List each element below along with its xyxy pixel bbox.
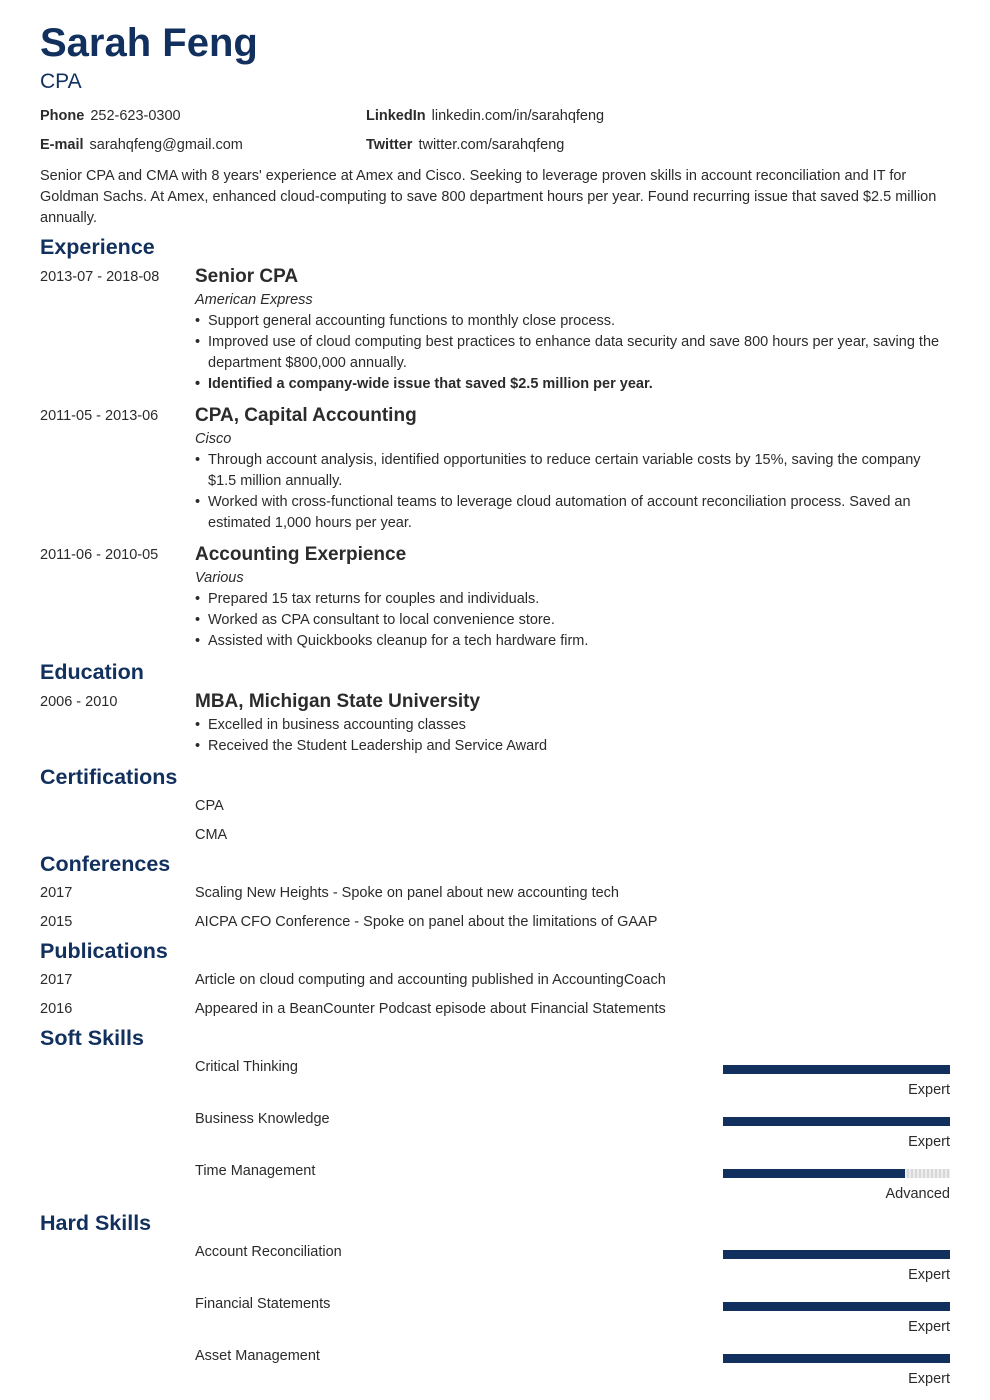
skill-level-bar <box>723 1250 950 1259</box>
job-company: Cisco <box>195 431 232 447</box>
skill-name: Critical Thinking <box>195 1059 298 1075</box>
job-company: Various <box>195 570 244 586</box>
job-bullets <box>195 589 950 652</box>
soft-skills-heading: Soft Skills <box>40 1026 144 1050</box>
certification-name: CMA <box>195 827 228 843</box>
skill-name: Time Management <box>195 1163 316 1179</box>
skill-level-label: Advanced <box>885 1186 950 1202</box>
publication-text: Appeared in a BeanCounter Podcast episode about Financial Statements <box>195 1001 666 1017</box>
twitter-contact <box>366 136 564 154</box>
conference-text: AICPA CFO Conference - Spoke on panel about the limitations of GAAP <box>195 914 658 930</box>
education-heading: Education <box>40 660 144 684</box>
conference-year: 2015 <box>40 914 73 930</box>
skill-level-fill <box>723 1250 950 1259</box>
job-bullet: • Prepared 15 tax returns for couples and individuals. <box>195 589 950 610</box>
skill-name: Account Reconciliation <box>195 1244 342 1260</box>
hard-skills-heading: Hard Skills <box>40 1211 152 1235</box>
skill-level-bar <box>723 1065 950 1074</box>
job-bullet: • Worked with cross-functional teams to leverage cloud automation of account reconciliation process. Saved an estimated 1,000 hours per year. <box>195 492 950 534</box>
skill-row <box>40 1243 950 1291</box>
job-bullet: • Support general accounting functions to monthly close process. <box>195 311 950 332</box>
job-company: American Express <box>195 292 313 308</box>
skill-row <box>40 1295 950 1343</box>
skill-name: Business Knowledge <box>195 1111 330 1127</box>
education-title: MBA, Michigan State University <box>195 691 481 712</box>
candidate-title: CPA <box>40 70 82 93</box>
job-bullets <box>195 311 950 395</box>
conference-item <box>40 884 950 904</box>
skill-level-bar <box>723 1117 950 1126</box>
education-bullets <box>195 715 950 757</box>
job-bullet: • Identified a company-wide issue that saved $2.5 million per year. <box>195 374 950 395</box>
job-title: Accounting Exerpience <box>195 544 407 565</box>
twitter-label: Twitter <box>366 137 413 153</box>
publication-year: 2016 <box>40 1001 73 1017</box>
publications-heading: Publications <box>40 939 168 963</box>
experience-heading: Experience <box>40 235 155 259</box>
job-bullet: • Improved use of cloud computing best practices to enhance data security and save 800 hours per year, saving the department $800,000 annually. <box>195 332 950 374</box>
conferences-heading: Conferences <box>40 852 171 876</box>
job-bullet: • Assisted with Quickbooks cleanup for a tech hardware firm. <box>195 631 950 652</box>
skill-name: Asset Management <box>195 1348 320 1364</box>
publication-text: Article on cloud computing and accounting published in AccountingCoach <box>195 972 666 988</box>
certification-item <box>40 797 950 817</box>
job-title: CPA, Capital Accounting <box>195 405 417 426</box>
skill-level-bar <box>723 1169 950 1178</box>
phone-label: Phone <box>40 108 85 124</box>
conference-year: 2017 <box>40 885 73 901</box>
skill-name: Financial Statements <box>195 1296 331 1312</box>
conference-item <box>40 913 950 933</box>
skill-row <box>40 1162 950 1210</box>
summary-text: Senior CPA and CMA with 8 years' experience at Amex and Cisco. Seeking to leverage proven skills in account reconciliation and IT for Goldman Sachs. At Amex, enhanced cloud-computing to save 800 department hours per year. Found recurring issue that saved $2.5 million annually. <box>40 168 937 226</box>
candidate-name: Sarah Feng <box>40 21 258 65</box>
email-contact <box>40 136 243 154</box>
linkedin-value[interactable]: linkedin.com/in/sarahqfeng <box>431 108 605 124</box>
job-title: Senior CPA <box>195 266 299 287</box>
skill-level-fill <box>723 1354 950 1363</box>
publication-item <box>40 1000 950 1020</box>
skill-row <box>40 1110 950 1158</box>
email-label: E-mail <box>40 137 84 153</box>
skill-level-fill <box>723 1169 905 1178</box>
skill-row <box>40 1058 950 1106</box>
skill-level-bar <box>723 1302 950 1311</box>
skill-level-label: Expert <box>908 1082 950 1098</box>
conference-text: Scaling New Heights - Spoke on panel about new accounting tech <box>195 885 619 901</box>
phone-contact <box>40 107 181 125</box>
certification-item <box>40 826 950 846</box>
linkedin-label: LinkedIn <box>366 108 426 124</box>
skill-level-label: Expert <box>908 1371 950 1387</box>
skill-level-label: Expert <box>908 1319 950 1335</box>
publication-item <box>40 971 950 991</box>
job-date: 2011-06 - 2010-05 <box>40 547 159 563</box>
skill-level-fill <box>723 1117 950 1126</box>
linkedin-contact <box>366 107 604 125</box>
skill-level-label: Expert <box>908 1267 950 1283</box>
skill-level-fill <box>723 1302 950 1311</box>
resume-page <box>40 0 950 1400</box>
job-date: 2013-07 - 2018-08 <box>40 269 160 285</box>
skill-level-label: Expert <box>908 1134 950 1150</box>
certifications-heading: Certifications <box>40 765 178 789</box>
twitter-value[interactable]: twitter.com/sarahqfeng <box>418 137 565 153</box>
job-bullets <box>195 450 950 534</box>
certification-name: CPA <box>195 798 224 814</box>
education-bullet: • Excelled in business accounting classes <box>195 715 950 736</box>
skill-level-fill <box>723 1065 950 1074</box>
skill-level-bar <box>723 1354 950 1363</box>
skill-row <box>40 1347 950 1395</box>
education-bullet: • Received the Student Leadership and Service Award <box>195 736 950 757</box>
publication-year: 2017 <box>40 972 73 988</box>
job-date: 2011-05 - 2013-06 <box>40 408 159 424</box>
job-bullet: • Worked as CPA consultant to local convenience store. <box>195 610 950 631</box>
phone-value: 252-623-0300 <box>90 108 181 124</box>
email-value[interactable]: sarahqfeng@gmail.com <box>89 137 243 153</box>
job-bullet: • Through account analysis, identified opportunities to reduce certain variable costs by 15%, saving the company $1.5 million annually. <box>195 450 950 492</box>
education-date: 2006 - 2010 <box>40 694 118 710</box>
